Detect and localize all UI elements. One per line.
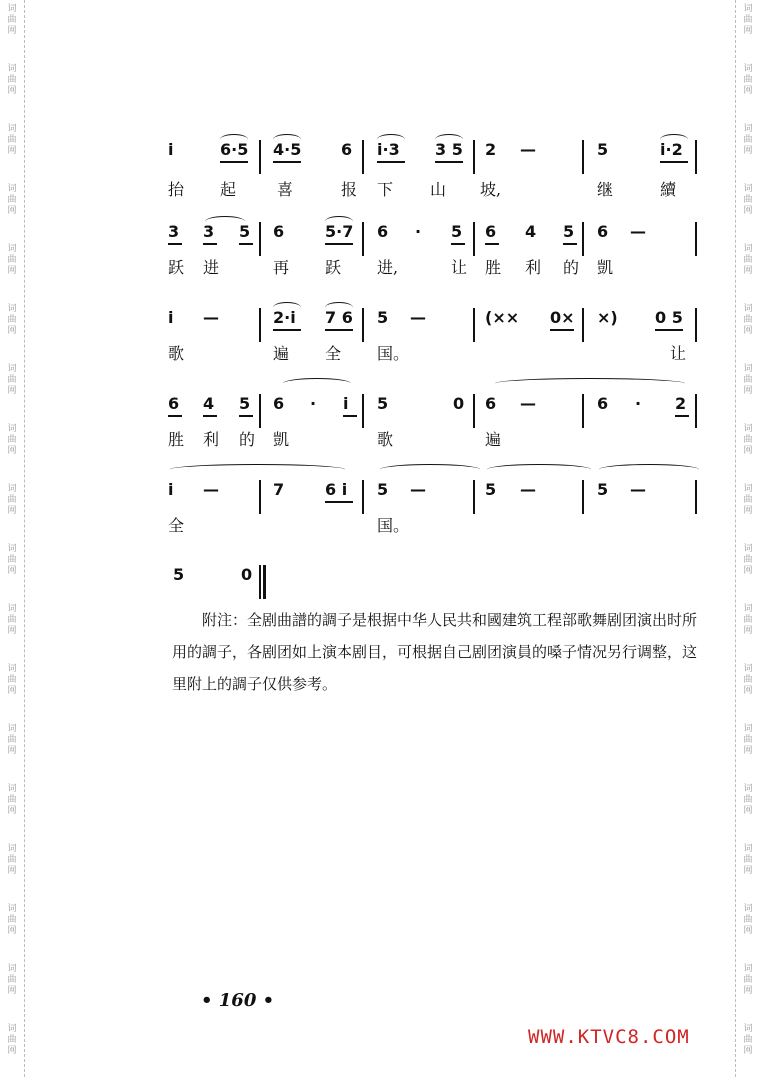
lyric: 胜 <box>485 258 502 277</box>
note: 6·5 <box>220 140 249 159</box>
lyric: 进, <box>377 258 399 277</box>
note: — <box>203 308 219 327</box>
note: 4 <box>203 394 215 413</box>
underline-beam <box>563 243 577 245</box>
watermark-glyph-group: 词 曲 网 <box>743 364 753 396</box>
underline-beam <box>239 415 253 417</box>
lyric: 让 <box>451 258 468 277</box>
note: — <box>520 140 536 159</box>
watermark-glyph-group: 词 曲 网 <box>7 904 17 936</box>
lyric: 国。 <box>377 516 410 535</box>
note: (×× <box>485 308 520 327</box>
lyric: 利 <box>203 430 220 449</box>
bar-line <box>473 480 475 514</box>
note: i <box>168 140 174 159</box>
watermark-glyph-group: 词 曲 网 <box>743 184 753 216</box>
note: 6 <box>485 222 497 241</box>
bar-line <box>259 480 261 514</box>
bar-line <box>582 480 584 514</box>
underline-beam <box>203 415 217 417</box>
watermark-glyph-group: 词 曲 网 <box>743 904 753 936</box>
note: 2 <box>485 140 497 159</box>
note: 6 <box>168 394 180 413</box>
underline-beam <box>655 329 683 331</box>
watermark-glyph-group: 词 曲 网 <box>743 64 753 96</box>
watermark-glyph-group: 词 曲 网 <box>743 724 753 756</box>
note: · <box>310 394 317 413</box>
underline-beam <box>550 329 574 331</box>
watermark-glyph-group: 词 曲 网 <box>7 1024 17 1056</box>
note: i·3 <box>377 140 400 159</box>
underline-beam <box>239 243 253 245</box>
slur <box>325 216 353 227</box>
note: 6 <box>597 222 609 241</box>
bar-line <box>473 222 475 256</box>
note: i <box>168 480 174 499</box>
watermark-glyph-group: 词 曲 网 <box>743 664 753 696</box>
lyric: 續 <box>660 180 677 199</box>
slur <box>170 464 345 475</box>
watermark-glyph-group: 词 曲 网 <box>7 964 17 996</box>
watermark-glyph-group: 词 曲 网 <box>7 484 17 516</box>
underline-beam <box>377 161 405 163</box>
underline-beam <box>451 243 465 245</box>
watermark-glyph-group: 词 曲 网 <box>7 244 17 276</box>
underline-beam <box>660 161 688 163</box>
note: 6 <box>377 222 389 241</box>
note: — <box>630 222 646 241</box>
note: ×) <box>597 308 618 327</box>
note: 6 <box>273 222 285 241</box>
underline-beam <box>485 243 499 245</box>
lyric: 凱 <box>273 430 290 449</box>
slur <box>495 378 685 389</box>
bar-line <box>362 480 364 514</box>
lyric: 遍 <box>485 430 502 449</box>
bar-line <box>259 222 261 256</box>
note: 5 <box>377 480 389 499</box>
lyric: 进 <box>203 258 220 277</box>
bar-line <box>695 480 697 514</box>
lyric: 继 <box>597 180 614 199</box>
watermark-glyph-group: 词 曲 网 <box>743 784 753 816</box>
score-row-2-lyrics <box>165 255 705 279</box>
underline-beam <box>325 243 353 245</box>
note: — <box>630 480 646 499</box>
watermark-glyph-group: 词 曲 网 <box>7 124 17 156</box>
lyric: 起 <box>220 180 237 199</box>
note: 3 5 <box>435 140 463 159</box>
note: 6 i <box>325 480 348 499</box>
bar-line <box>362 222 364 256</box>
watermark-glyph-group: 词 曲 网 <box>7 304 17 336</box>
lyric: 坡, <box>480 180 502 199</box>
score-row-1-lyrics <box>165 177 705 201</box>
score-row-6-notes <box>165 557 705 597</box>
score-row-4-notes <box>165 386 705 426</box>
score-row-5-notes <box>165 472 705 512</box>
bar-line <box>582 222 584 256</box>
lyric: 跃 <box>168 258 185 277</box>
watermark-glyph-group: 词 曲 网 <box>7 724 17 756</box>
watermark-glyph-group: 词 曲 网 <box>7 184 17 216</box>
watermark-glyph-group: 词 曲 网 <box>7 4 17 36</box>
lyric: 抬 <box>168 180 185 199</box>
watermark-glyph-group: 词 曲 网 <box>7 424 17 456</box>
bar-line <box>695 140 697 174</box>
lyric: 歌 <box>168 344 185 363</box>
note: 5 <box>563 222 575 241</box>
note: 2·i <box>273 308 296 327</box>
underline-beam <box>168 243 182 245</box>
note: — <box>410 480 426 499</box>
watermark-glyph-group: 词 曲 网 <box>743 964 753 996</box>
bar-line <box>582 308 584 342</box>
bar-line <box>473 140 475 174</box>
slur <box>205 216 245 227</box>
note: 0 <box>453 394 465 413</box>
underline-beam <box>675 415 689 417</box>
lyric: 的 <box>239 430 256 449</box>
underline-beam <box>325 501 353 503</box>
underline-beam <box>273 329 301 331</box>
slur <box>660 134 688 145</box>
bar-line <box>259 394 261 428</box>
note: i·2 <box>660 140 683 159</box>
watermark-glyph-group: 词 曲 网 <box>743 844 753 876</box>
lyric: 全 <box>168 516 185 535</box>
watermark-glyph-group: 词 曲 网 <box>743 1024 753 1056</box>
bar-line <box>473 394 475 428</box>
note: 4 <box>525 222 537 241</box>
watermark-glyph-group: 词 曲 网 <box>743 124 753 156</box>
lyric: 全 <box>325 344 342 363</box>
watermark-glyph-group: 词 曲 网 <box>7 844 17 876</box>
underline-beam <box>435 161 463 163</box>
underline-beam <box>273 161 301 163</box>
slur <box>283 378 351 389</box>
slur <box>377 134 405 145</box>
watermark-glyph-group: 词 曲 网 <box>7 544 17 576</box>
note: 3 <box>168 222 180 241</box>
score-row-5-lyrics <box>165 513 705 537</box>
site-url: WWW.KTVC8.COM <box>528 1026 690 1048</box>
bar-line <box>259 565 261 599</box>
note: · <box>415 222 422 241</box>
watermark-glyph-group: 词 曲 网 <box>7 664 17 696</box>
note: 0 <box>241 565 253 584</box>
slur <box>273 134 301 145</box>
watermark-glyph-group: 词 曲 网 <box>743 604 753 636</box>
note: — <box>520 480 536 499</box>
slur <box>380 464 480 475</box>
score-row-4-lyrics <box>165 427 705 451</box>
score-row-3-lyrics <box>165 341 705 365</box>
slur <box>599 464 699 475</box>
lyric: 遍 <box>273 344 290 363</box>
note: 4·5 <box>273 140 302 159</box>
note: 5 <box>377 394 389 413</box>
note: 6 <box>597 394 609 413</box>
watermark-glyph-group: 词 曲 网 <box>743 4 753 36</box>
note: · <box>635 394 642 413</box>
note: i <box>168 308 174 327</box>
lyric: 山 <box>430 180 447 199</box>
note: 0 5 <box>655 308 683 327</box>
bar-line <box>259 140 261 174</box>
final-bar-line <box>263 565 266 599</box>
bar-line <box>362 308 364 342</box>
bar-line <box>695 308 697 342</box>
lyric: 国。 <box>377 344 410 363</box>
watermark-glyph-group: 词 曲 网 <box>743 544 753 576</box>
bar-line <box>362 394 364 428</box>
watermark-glyph-group: 词 曲 网 <box>743 244 753 276</box>
lyric: 再 <box>273 258 290 277</box>
lyric: 让 <box>670 344 687 363</box>
watermark-glyph-group: 词 曲 网 <box>743 484 753 516</box>
note: 5 <box>597 480 609 499</box>
bar-line <box>695 222 697 256</box>
note: 5·7 <box>325 222 354 241</box>
note: 6 <box>485 394 497 413</box>
bar-line <box>582 140 584 174</box>
watermark-glyph-group: 词 曲 网 <box>7 784 17 816</box>
note: — <box>203 480 219 499</box>
note: 5 <box>239 222 251 241</box>
score-row-3-notes <box>165 300 705 340</box>
page-number: • 160 • <box>201 990 275 1011</box>
lyric: 胜 <box>168 430 185 449</box>
underline-beam <box>343 415 357 417</box>
note: 5 <box>451 222 463 241</box>
note: 5 <box>173 565 185 584</box>
slur <box>325 302 353 313</box>
bar-line <box>473 308 475 342</box>
bar-line <box>695 394 697 428</box>
note: 5 <box>485 480 497 499</box>
note: 2 <box>675 394 687 413</box>
note: — <box>410 308 426 327</box>
annotation-note: 附注：全剧曲譜的調子是根据中华人民共和國建筑工程部歌舞剧团演出时所用的調子，各剧团如上演本剧目，可根据自己剧团演員的嗓子情况另行调整，这里附上的調子仅供参考。 <box>172 611 698 693</box>
note: i <box>343 394 349 413</box>
note: 7 6 <box>325 308 353 327</box>
watermark-glyph-group: 词 曲 网 <box>743 304 753 336</box>
lyric: 下 <box>377 180 394 199</box>
underline-beam <box>168 415 182 417</box>
watermark-glyph-group: 词 曲 网 <box>7 364 17 396</box>
note: 5 <box>377 308 389 327</box>
bar-line <box>582 394 584 428</box>
slur <box>273 302 301 313</box>
slur <box>435 134 463 145</box>
underline-beam <box>325 329 353 331</box>
lyric: 喜 <box>277 180 294 199</box>
note: 5 <box>239 394 251 413</box>
note: 5 <box>597 140 609 159</box>
lyric: 歌 <box>377 430 394 449</box>
note: 7 <box>273 480 285 499</box>
note: — <box>520 394 536 413</box>
lyric: 利 <box>525 258 542 277</box>
bar-line <box>362 140 364 174</box>
lyric: 跃 <box>325 258 342 277</box>
underline-beam <box>203 243 217 245</box>
note: 6 <box>273 394 285 413</box>
watermark-glyph-group: 词 曲 网 <box>7 64 17 96</box>
note: 0× <box>550 308 575 327</box>
watermark-glyph-group: 词 曲 网 <box>743 424 753 456</box>
underline-beam <box>220 161 248 163</box>
lyric: 的 <box>563 258 580 277</box>
slur <box>487 464 591 475</box>
lyric: 报 <box>341 180 358 199</box>
watermark-glyph-group: 词 曲 网 <box>7 604 17 636</box>
note: 6 <box>341 140 353 159</box>
lyric: 凱 <box>597 258 614 277</box>
score-row-2-notes <box>165 214 705 254</box>
bar-line <box>259 308 261 342</box>
slur <box>220 134 248 145</box>
note: 3 <box>203 222 215 241</box>
